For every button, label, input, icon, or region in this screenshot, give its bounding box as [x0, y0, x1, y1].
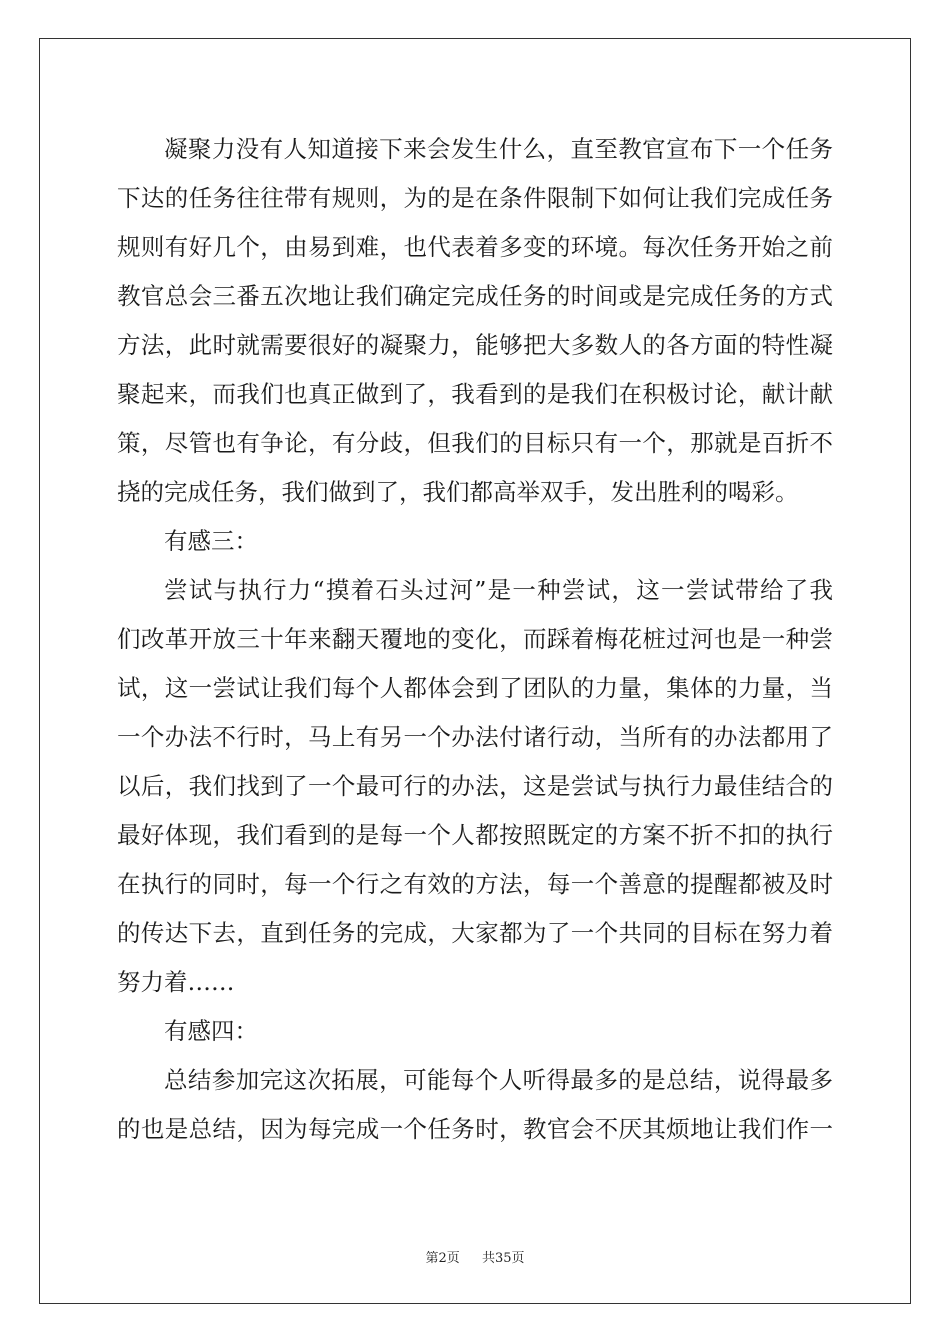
paragraph-line: 以后，我们找到了一个最可行的办法，这是尝试与执行力最佳结合的 — [117, 772, 833, 800]
paragraph-line: 凝聚力没有人知道接下来会发生什么，直至教官宣布下一个任务 — [164, 135, 833, 163]
section-heading: 有感三： — [164, 527, 258, 555]
paragraph-line: 策，尽管也有争论，有分歧，但我们的目标只有一个，那就是百折不 — [117, 429, 833, 457]
paragraph-line: 最好体现，我们看到的是每一个人都按照既定的方案不折不扣的执行 — [117, 821, 833, 849]
paragraph-line: 总结参加完这次拓展，可能每个人听得最多的是总结，说得最多 — [164, 1066, 833, 1094]
paragraph-line: 教官总会三番五次地让我们确定完成任务的时间或是完成任务的方式 — [117, 282, 833, 310]
paragraph-line: 方法，此时就需要很好的凝聚力，能够把大多数人的各方面的特性凝 — [117, 331, 833, 359]
paragraph-line: 试，这一尝试让我们每个人都体会到了团队的力量，集体的力量，当 — [117, 674, 833, 702]
current-page-number: 第2页 — [425, 1251, 460, 1266]
total-page-count: 共35页 — [482, 1251, 525, 1266]
section-heading: 有感四： — [164, 1017, 258, 1045]
page-footer — [0, 1247, 950, 1266]
paragraph-line: 规则有好几个，由易到难，也代表着多变的环境。每次任务开始之前 — [117, 233, 833, 261]
paragraph-line: 的也是总结，因为每完成一个任务时，教官会不厌其烦地让我们作一 — [117, 1115, 833, 1143]
paragraph-line: 们改革开放三十年来翻天覆地的变化，而踩着梅花桩过河也是一种尝 — [117, 625, 833, 653]
paragraph-line: 下达的任务往往带有规则，为的是在条件限制下如何让我们完成任务 — [117, 184, 833, 212]
paragraph-line: 一个办法不行时，马上有另一个办法付诸行动，当所有的办法都用了 — [117, 723, 833, 751]
paragraph-line: 聚起来，而我们也真正做到了，我看到的是我们在积极讨论，献计献 — [117, 380, 833, 408]
paragraph-line: 在执行的同时，每一个行之有效的方法，每一个善意的提醒都被及时 — [117, 870, 833, 898]
paragraph-line: 的传达下去，直到任务的完成，大家都为了一个共同的目标在努力着 — [117, 919, 833, 947]
paragraph-line: 尝试与执行力“摸着石头过河”是一种尝试，这一尝试带给了我 — [164, 576, 833, 604]
document-body — [117, 125, 833, 1154]
paragraph-line: 努力着…… — [117, 968, 235, 996]
paragraph-line: 挠的完成任务，我们做到了，我们都高举双手，发出胜利的喝彩。 — [117, 478, 799, 506]
